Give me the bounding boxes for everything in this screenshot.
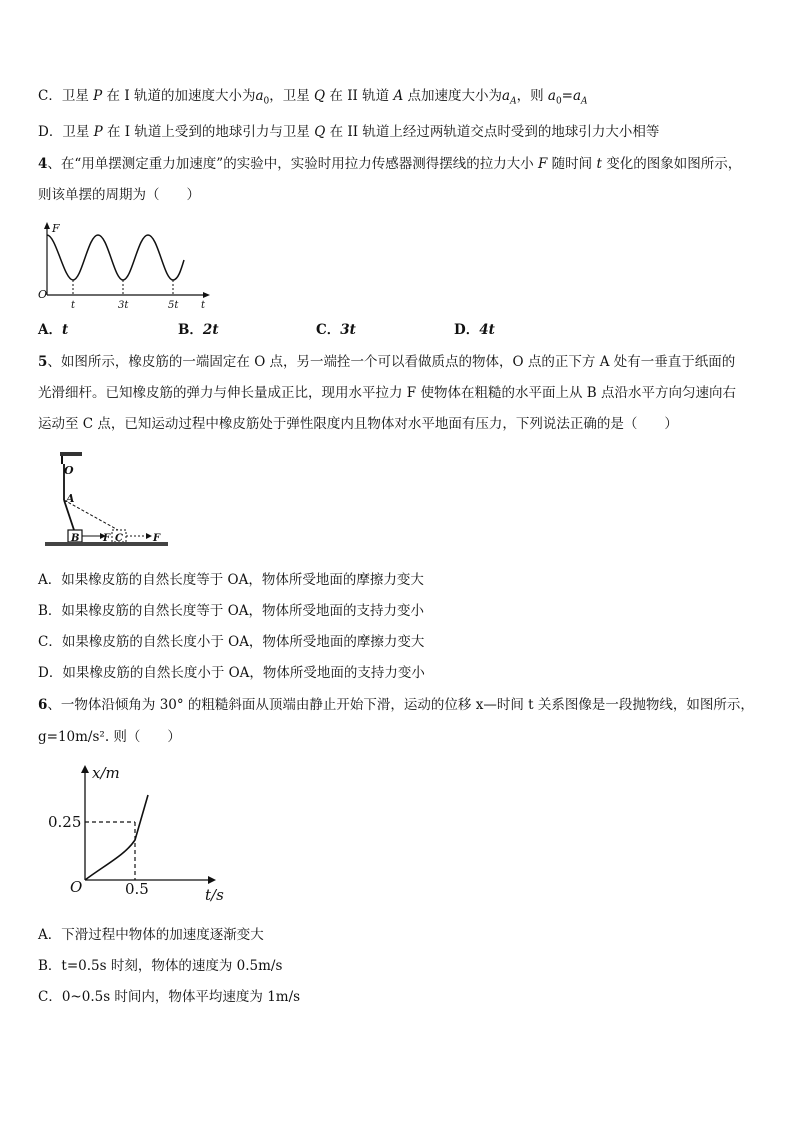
q6-option-b: B．t=0.5s 时刻，物体的速度为 0.5m/s <box>38 958 283 974</box>
option-value: t <box>61 322 69 338</box>
label-b: B <box>71 533 80 544</box>
option-letter: C． <box>38 88 62 104</box>
subscript: A <box>581 96 588 107</box>
symbol-a: A <box>393 88 404 104</box>
q4-stem-line2: 则该单摆的周期为（ ） <box>38 187 200 203</box>
option-value: 3t <box>340 322 356 338</box>
label-c: C <box>115 533 123 544</box>
force-curve <box>47 235 184 280</box>
force-arrowhead-c <box>146 533 152 539</box>
symbol-q: Q <box>314 124 326 140</box>
x-axis-arrow <box>203 292 210 298</box>
q5-stem-line3: 运动至 C 点，已知运动过程中橡皮筋处于弹性限度内且物体对水平地面有压力，下列说法正确的是（ ） <box>38 416 678 432</box>
label-f: F <box>103 533 111 544</box>
question-number: 6 <box>38 697 48 713</box>
q4-option-d <box>454 320 495 340</box>
symbol-t: t <box>596 156 602 172</box>
q4-force-time-graph <box>36 220 216 310</box>
y-axis-arrow <box>44 222 50 229</box>
symbol-p: P <box>93 124 103 140</box>
q5-option-a: A．如果橡皮筋的自然长度等于 OA，物体所受地面的摩擦力变大 <box>38 572 424 588</box>
q6-option-c: C．0~0.5s 时间内，物体平均速度为 1m/s <box>38 989 301 1005</box>
q4-option-c <box>316 320 356 340</box>
x-axis-label: t <box>201 300 206 310</box>
text: 卫星 <box>62 124 94 140</box>
q5-stem-line2: 光滑细杆。已知橡皮筋的弹力与伸长量成正比，现用水平拉力 F 使物体在粗糙的水平面上从 B 点沿水平方向匀速向右 <box>38 385 736 401</box>
label-o: O <box>64 464 74 477</box>
y-axis-label: x/m <box>92 764 120 782</box>
origin-label: O <box>70 878 83 896</box>
q5-option-d: D．如果橡皮筋的自然长度小于 OA，物体所受地面的支持力变小 <box>38 665 425 681</box>
option-value: 4t <box>479 322 495 338</box>
text: 在 I 轨道的加速度大小为 <box>102 88 256 104</box>
parabola-curve <box>85 795 148 880</box>
q5-option-c: C．如果橡皮筋的自然长度小于 OA，物体所受地面的摩擦力变大 <box>38 634 425 650</box>
origin-label: O <box>38 288 48 301</box>
text: 卫星 <box>61 88 94 104</box>
label-a: A <box>66 492 75 505</box>
q6-displacement-time-graph <box>40 760 230 905</box>
option-letter: B． <box>178 322 203 338</box>
symbol-a0: a <box>255 88 264 104</box>
q4-option-a <box>38 320 68 340</box>
question-number: 5 <box>38 354 48 370</box>
text: ，卫星 <box>269 88 315 104</box>
option-value: 2t <box>202 322 219 338</box>
q4-stem-line1 <box>38 154 741 174</box>
text: 、如图所示，橡皮筋的一端固定在 O 点，另一端拴一个可以看做质点的物体，O 点的正下方 A 处有一垂直于纸面的 <box>47 354 736 370</box>
option-letter: D． <box>454 322 480 338</box>
text: ，则 <box>516 88 548 104</box>
question-number: 4 <box>38 156 48 172</box>
ceiling-mount <box>60 452 82 456</box>
text: 变化的图象如图所示， <box>601 156 742 172</box>
q5-option-b: B．如果橡皮筋的自然长度等于 OA，物体所受地面的支持力变小 <box>38 603 425 619</box>
q6-stem-line2: g=10m/s². 则（ ） <box>38 729 181 745</box>
label-f: F <box>153 533 161 544</box>
equals: = <box>561 88 573 104</box>
x-axis-label: t/s <box>205 886 224 904</box>
text: 点加速度大小为 <box>403 88 503 104</box>
x-tick-label: 0.5 <box>125 880 149 898</box>
q5-rubber-band-diagram <box>40 450 175 555</box>
y-axis-label: F <box>52 222 60 235</box>
symbol: a <box>572 88 582 104</box>
option-letter: C． <box>316 322 341 338</box>
text: 在 I 轨道上受到的地球引力与卫星 <box>102 124 315 140</box>
x-tick-label: 5t <box>168 300 179 310</box>
option-letter: A． <box>38 322 62 338</box>
text: 随时间 <box>547 156 597 172</box>
symbol: a <box>547 88 556 104</box>
subscript: 0 <box>555 96 562 107</box>
q4-option-b <box>178 320 219 340</box>
q5-stem-line1 <box>38 352 735 372</box>
subscript: 0 <box>263 96 270 107</box>
symbol-q: Q <box>314 88 326 104</box>
symbol-f: F <box>538 156 548 172</box>
q6-option-a: A．下滑过程中物体的加速度逐渐变大 <box>38 927 264 943</box>
text: 在 II 轨道 <box>325 88 394 104</box>
q3-option-c <box>38 86 588 112</box>
y-tick-label: 0.25 <box>48 813 82 831</box>
y-axis-arrow <box>81 765 89 773</box>
x-tick-label: 3t <box>118 300 129 310</box>
symbol-p: P <box>93 88 103 104</box>
subscript: A <box>510 96 517 107</box>
x-axis-arrow <box>208 876 216 884</box>
symbol-aa: a <box>502 88 511 104</box>
q3-option-d <box>38 122 659 142</box>
x-tick-label: t <box>71 300 76 310</box>
text: 在 II 轨道上经过两轨道交点时受到的地球引力大小相等 <box>325 124 660 140</box>
q6-stem-line1 <box>38 695 754 715</box>
option-letter: D． <box>38 124 63 140</box>
text: 、在“用单摆测定重力加速度”的实验中，实验时用拉力传感器测得摆线的拉力大小 <box>47 156 538 172</box>
text: 、一物体沿倾角为 30° 的粗糙斜面从顶端由静止开始下滑，运动的位移 x—时间 t 关系图像是一段抛物线，如图所示， <box>47 697 754 713</box>
